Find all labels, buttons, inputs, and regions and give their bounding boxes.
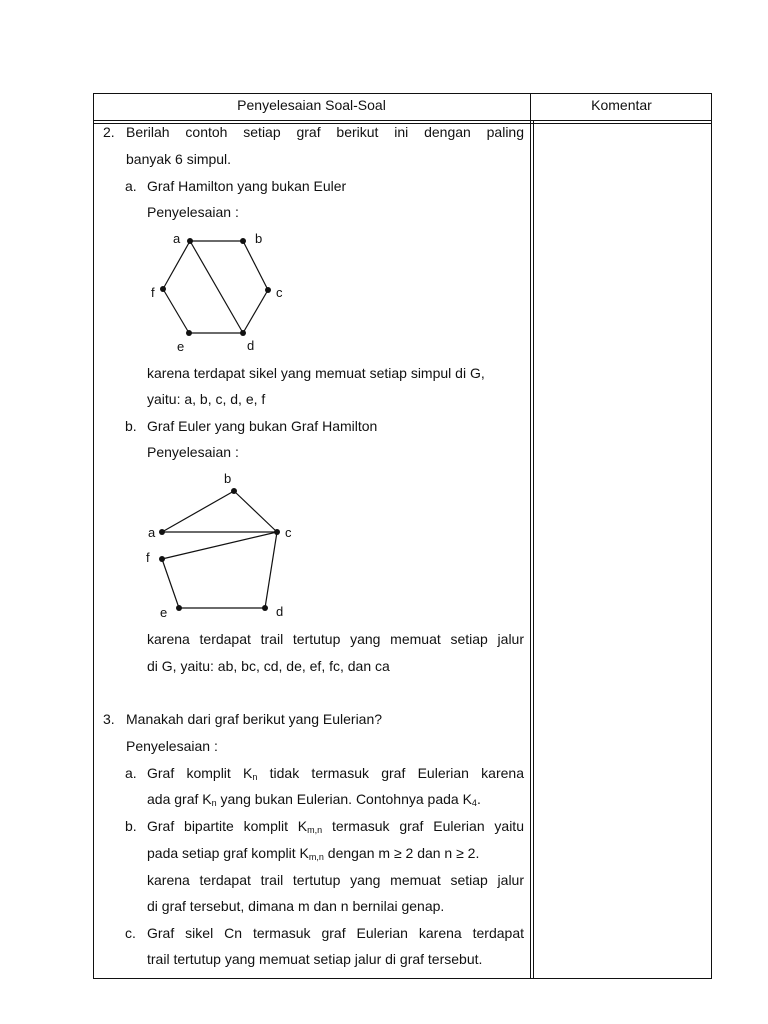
graph1-label-e: e [177, 339, 185, 354]
q2b-explanation-line1: karena terdapat trail tertutup yang memuat setiap jalur [147, 631, 524, 647]
graph1-label-a: a [173, 231, 181, 246]
q2-text-line1: Berilah contoh setiap graf berikut ini dengan paling [126, 124, 524, 140]
q3b-line4: di graf tersebut, dimana m dan n bernilai genap. [147, 898, 445, 914]
q3-number: 3. [103, 711, 115, 727]
q2b-solution-label: Penyelesaian : [147, 444, 239, 460]
graph2-label-b: b [224, 471, 232, 486]
vertex-c [274, 529, 280, 535]
q3-question: Manakah dari graf berikut yang Eulerian? [126, 711, 383, 727]
graph1-label-f: f [151, 285, 155, 300]
q2b-title: Graf Euler yang bukan Graf Hamilton [147, 418, 378, 434]
q2-number: 2. [103, 124, 115, 140]
edge-cd [265, 532, 277, 608]
graph2-label-e: e [160, 605, 168, 620]
q3a-line1: Graf komplit $K_n$ tidak termasuk graf Eulerian karena [147, 765, 524, 782]
q2a-solution-label: Penyelesaian : [147, 204, 239, 220]
graph1-label-d: d [247, 338, 255, 353]
vertex-f [159, 556, 165, 562]
q2b-explanation-line2: di G, yaitu: ab, bc, cd, de, ef, fc, dan ca [147, 658, 390, 674]
q2a-letter: a. [125, 178, 137, 194]
q3-solution-label: Penyelesaian : [126, 738, 218, 754]
vertex-e [176, 605, 182, 611]
q3c-line2: trail tertutup yang memuat setiap jalur di graf tersebut. [147, 951, 483, 967]
graph2-label-c: c [285, 525, 292, 540]
q3b-line3: karena terdapat trail tertutup yang memuat setiap jalur [147, 872, 524, 888]
edge-fc [162, 532, 277, 559]
vertex-a [159, 529, 165, 535]
q3a-letter: a. [125, 765, 137, 781]
edge-bc [234, 491, 277, 532]
column-header-comments: Komentar [591, 97, 652, 113]
q2-text-line2: banyak 6 simpul. [126, 151, 232, 167]
q2a-explanation-line1: karena terdapat sikel yang memuat setiap simpul di G, [147, 365, 485, 381]
edge-ef [162, 559, 179, 608]
graph2-label-a: a [148, 525, 156, 540]
column-header-solutions: Penyelesaian Soal-Soal [237, 97, 386, 113]
q2b-letter: b. [125, 418, 137, 434]
q3c-letter: c. [125, 925, 136, 941]
q3a-line2: ada graf $K_n$ yang bukan Eulerian. Contohnya pada $K_4$. [147, 791, 481, 808]
vertex-b [231, 488, 237, 494]
q3b-letter: b. [125, 818, 137, 834]
graph1-label-b: b [255, 231, 263, 246]
graph2-label-d: d [276, 604, 284, 619]
graph2-label-f: f [146, 550, 150, 565]
q2a-explanation-line2: yaitu: a, b, c, d, e, f [147, 391, 266, 407]
edge-ab [162, 491, 234, 532]
q2a-title: Graf Hamilton yang bukan Euler [147, 178, 347, 194]
q3b-line2: pada setiap graf komplit $K_{m,n}$ dengan m ≥ 2 dan n ≥ 2. [147, 845, 480, 862]
q3c-line1: Graf sikel Cn termasuk graf Eulerian karena terdapat [147, 925, 524, 941]
graph1-label-c: c [276, 285, 283, 300]
vertex-d [262, 605, 268, 611]
q3b-line1: Graf bipartite komplit $K_{m,n}$ termasuk graf Eulerian yaitu [147, 818, 524, 835]
